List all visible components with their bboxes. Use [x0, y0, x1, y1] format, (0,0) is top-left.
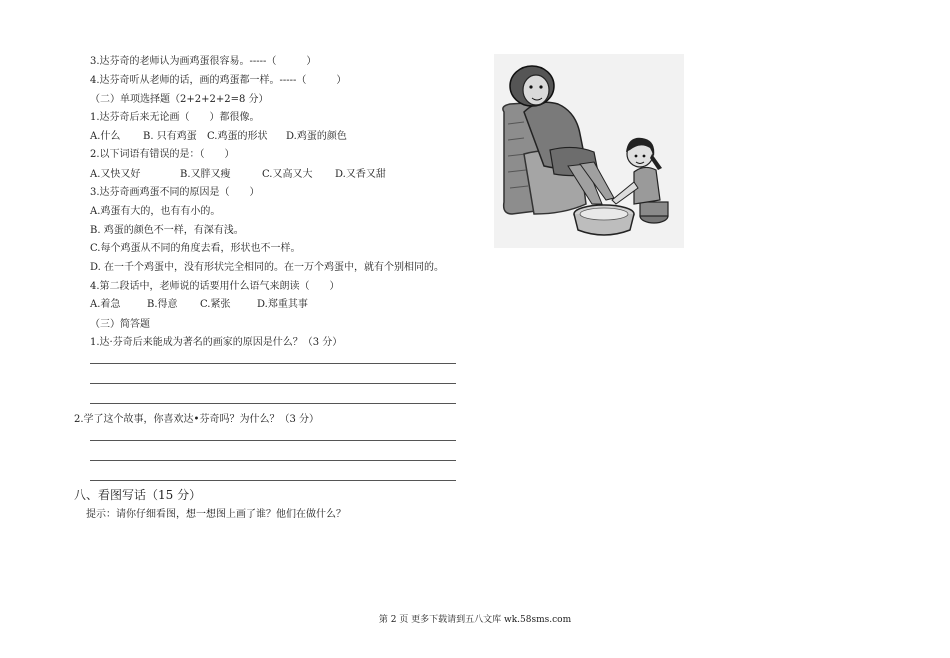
q1-option-d: D.鸡蛋的颜色: [286, 131, 347, 142]
section-8-title: 八、看图写话（15 分）: [74, 488, 202, 502]
short-answer-header: （三）简答题: [90, 319, 150, 330]
q4-option-b: B.得意: [147, 299, 178, 310]
q1-option-a: A.什么: [90, 131, 121, 142]
answer-line[interactable]: [90, 363, 456, 364]
page-footer: 第 2 页 更多下载请到五八文库 wk.58sms.com: [378, 615, 572, 625]
answer-line[interactable]: [90, 460, 456, 461]
answer-line[interactable]: [90, 480, 456, 481]
q1-options: [90, 130, 470, 143]
q3-option-c: C.每个鸡蛋从不同的角度去看，形状也不一样。: [90, 243, 301, 254]
judge-item-3: 3.达芬奇的老师认为画鸡蛋很容易。-----（ ）: [90, 56, 317, 67]
short-q1: 1.达·芬奇后来能成为著名的画家的原因是什么？（3 分）: [90, 337, 343, 348]
q4-stem: 4.第二段话中，老师说的话要用什么语气来朗读（ ）: [90, 281, 340, 292]
choice-section-header: （二）单项选择题（2+2+2+2=8 分）: [90, 94, 269, 105]
q3-stem: 3.达芬奇画鸡蛋不同的原因是（ ）: [90, 187, 260, 198]
q1-stem: 1.达芬奇后来无论画（ ）都很像。: [90, 112, 260, 123]
q3-option-d: D. 在一千个鸡蛋中，没有形状完全相同的。在一万个鸡蛋中，就有个别相同的。: [90, 262, 445, 273]
q4-option-c: C.紧张: [200, 299, 231, 310]
short-q2: 2.学了这个故事，你喜欢达•芬奇吗？为什么？（3 分）: [74, 414, 319, 425]
q2-option-b: B.又胖又瘦: [180, 169, 231, 180]
q4-option-d: D.郑重其事: [257, 299, 308, 310]
section-8-hint: 提示：请你仔细看图，想一想图上画了谁？他们在做什么？: [86, 509, 346, 520]
q1-option-c: C.鸡蛋的形状: [207, 131, 268, 142]
q2-option-d: D.又香又甜: [335, 169, 386, 180]
q4-option-a: A.着急: [90, 299, 121, 310]
q2-options: [90, 168, 470, 181]
q2-option-c: C.又高又大: [262, 169, 313, 180]
answer-line[interactable]: [90, 403, 456, 404]
judge-item-4: 4.达芬奇听从老师的话，画的鸡蛋都一样。-----（ ）: [90, 75, 347, 86]
q2-option-a: A.又快又好: [90, 169, 141, 180]
q3-option-b: B. 鸡蛋的颜色不一样，有深有浅。: [90, 225, 244, 236]
q4-options: [90, 298, 470, 311]
q3-option-a: A.鸡蛋有大的，也有有小的。: [90, 206, 221, 217]
answer-line[interactable]: [90, 440, 456, 441]
girl-washing-grandmother-feet-illustration: [494, 54, 684, 248]
q2-stem: 2.以下词语有错误的是：（ ）: [90, 149, 235, 160]
answer-line[interactable]: [90, 383, 456, 384]
q1-option-b: B. 只有鸡蛋: [143, 131, 197, 142]
